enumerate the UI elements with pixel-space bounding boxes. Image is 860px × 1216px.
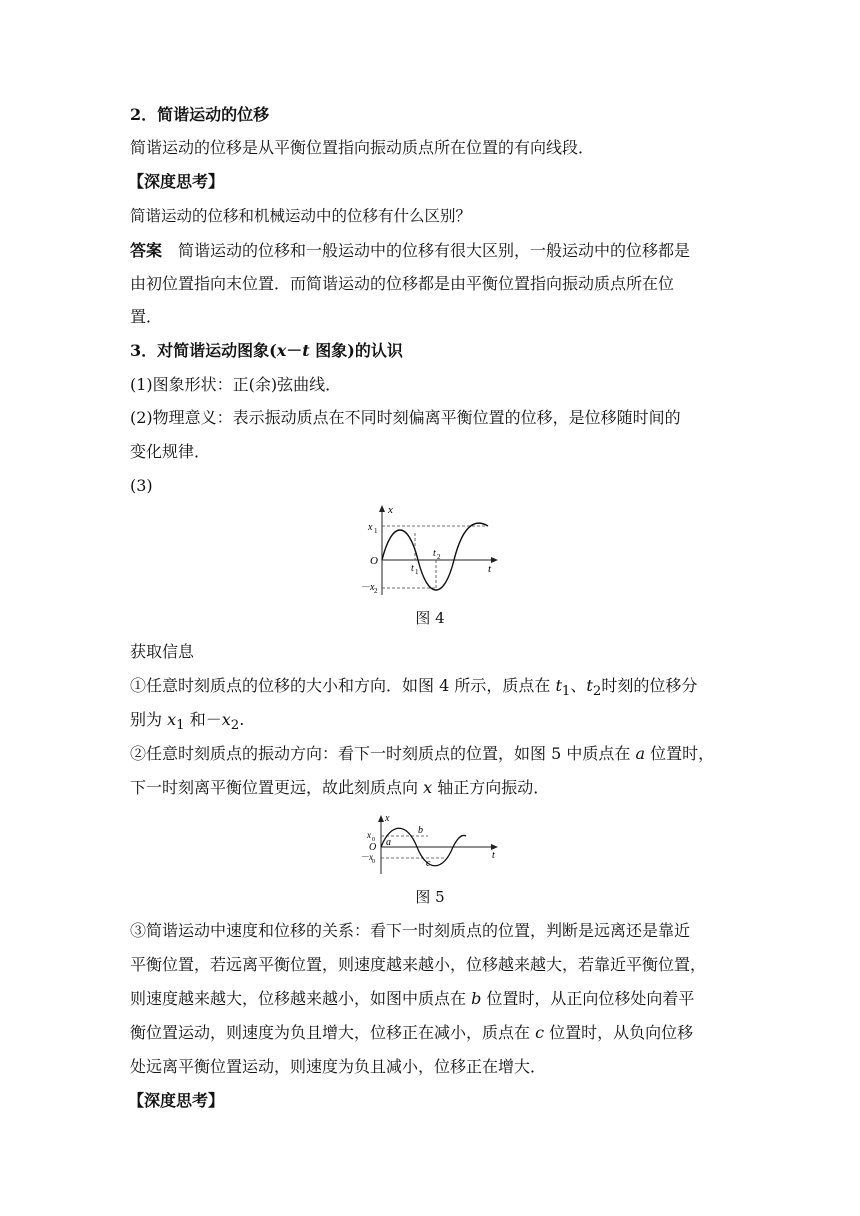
answer-label: 答案 bbox=[130, 241, 163, 260]
fig5-label-x-axis: x bbox=[385, 813, 390, 824]
fig5-label-b: b bbox=[418, 825, 423, 836]
fig4-label-origin: O bbox=[370, 555, 378, 567]
info-p1-text-a: ①任意时刻质点的位移的大小和方向．如图 4 所示，质点在 bbox=[130, 676, 556, 695]
deep-thinking-title-1: 【深度思考】 bbox=[128, 172, 225, 191]
info-p1-text-d: 和－ bbox=[184, 710, 222, 729]
p3-line-3-text-c: 位置时，从正向位移处向着平 bbox=[481, 989, 695, 1008]
fig5-label-t-axis: t bbox=[492, 850, 495, 861]
info-p1-x2-sub: 2 bbox=[230, 718, 240, 734]
info-p1-sep: 、 bbox=[570, 676, 587, 695]
answer-line-1 bbox=[130, 240, 730, 262]
fig4-label-x-axis: x bbox=[388, 504, 393, 516]
info-p1-text-e: . bbox=[239, 710, 245, 729]
p3-line-5: 处远离平衡位置运动，则速度为负且减小，位移正在增大． bbox=[130, 1057, 547, 1076]
info-p1-line-1 bbox=[130, 675, 730, 703]
info-p2-text-d: 轴正方向振动． bbox=[432, 778, 550, 797]
item-3: (3) bbox=[130, 476, 153, 495]
item-2-line-2: 变化规律． bbox=[130, 442, 211, 461]
section-3-heading-x: x bbox=[276, 341, 287, 360]
fig4-y-axis-arrow bbox=[379, 505, 385, 512]
section-3-heading-suffix: 图象)的认识 bbox=[309, 341, 403, 360]
fig4-label-t-axis: t bbox=[488, 563, 492, 575]
info-p1-t2-sub: 2 bbox=[592, 684, 602, 700]
fig4-label-t1-sub: 1 bbox=[415, 568, 419, 576]
p3-line-4-text-c: 位置时，从负向位移 bbox=[544, 1023, 694, 1042]
info-p2-x: x bbox=[423, 778, 433, 797]
p3-line-2: 平衡位置，若远离平衡位置，则速度越来越小，位移越来越大，若靠近平衡位置， bbox=[130, 955, 707, 974]
info-p1-line-2 bbox=[130, 709, 730, 737]
info-p1-x2: x bbox=[221, 710, 231, 729]
info-p2-text-c: 下一时刻离平衡位置更远，故此刻质点向 bbox=[130, 778, 424, 797]
item-2-line-1: (2)物理意义：表示振动质点在不同时刻偏离平衡位置的位移，是位移随时间的 bbox=[130, 408, 681, 427]
item-1: (1)图象形状：正(余)弦曲线． bbox=[130, 375, 342, 394]
section-2-definition: 简谐运动的位移是从平衡位置指向振动质点所在位置的有向线段． bbox=[130, 138, 595, 157]
fig4-label-x1-sub: 1 bbox=[374, 527, 378, 535]
info-p1-t2: t bbox=[586, 676, 593, 695]
fig5-label-a: a bbox=[386, 837, 391, 848]
figure-5-graph bbox=[358, 812, 508, 878]
answer-line-3: 置． bbox=[130, 307, 163, 326]
answer-text-1: 简谐运动的位移和一般运动中的位移有很大区别，一般运动中的位移都是 bbox=[178, 241, 691, 260]
info-p2-a: a bbox=[635, 744, 645, 763]
info-p1-t1-sub: 1 bbox=[561, 684, 571, 700]
p3-line-3-b: b bbox=[471, 989, 482, 1008]
fig4-x-axis-arrow bbox=[491, 557, 498, 563]
figure-4-graph bbox=[360, 500, 510, 600]
p3-line-4-c: c bbox=[535, 1023, 545, 1042]
fig4-label-neg-x2-sub: 2 bbox=[374, 587, 378, 595]
fig5-label-x0-sub: 0 bbox=[372, 837, 375, 843]
fig4-label-t1: t bbox=[411, 563, 414, 574]
section-3-heading bbox=[130, 340, 730, 362]
info-p1-t1: t bbox=[555, 676, 562, 695]
deep-thinking-question: 简谐运动的位移和机械运动中的位移有什么区别？ bbox=[130, 207, 472, 225]
section-3-heading-t: t bbox=[302, 341, 310, 360]
p3-line-3-text-a: 则速度越来越大，位移越来越小，如图中质点在 bbox=[130, 989, 472, 1008]
section-3-heading-minus: － bbox=[286, 341, 303, 360]
fig4-label-neg-x2: －x bbox=[360, 582, 375, 593]
p3-line-3 bbox=[130, 988, 730, 1010]
info-p2-line-2 bbox=[130, 777, 730, 799]
info-p1-x1-sub: 1 bbox=[176, 718, 185, 734]
fig5-label-neg-x0: －x bbox=[360, 852, 373, 862]
figure-4-caption: 图 4 bbox=[415, 609, 445, 627]
info-p2-text-b: 位置时， bbox=[645, 744, 715, 763]
fig4-label-x1: x bbox=[368, 522, 373, 533]
p3-line-1: ③简谐运动中速度和位移的关系：看下一时刻质点的位置，判断是远离还是靠近 bbox=[130, 921, 691, 940]
p3-line-4 bbox=[130, 1022, 730, 1044]
answer-line-2: 由初位置指向末位置．而简谐运动的位移都是由平衡位置指向振动质点所在位 bbox=[130, 274, 675, 293]
fig5-label-neg-x0-sub: 0 bbox=[372, 859, 375, 865]
fig5-label-c: c bbox=[426, 858, 431, 869]
fig4-label-t2-sub: 2 bbox=[437, 553, 441, 561]
info-title: 获取信息 bbox=[130, 642, 195, 661]
section-3-heading-prefix: 3．对简谐运动图象( bbox=[130, 341, 277, 360]
fig5-y-axis-arrow bbox=[378, 815, 384, 822]
fig4-label-t2: t bbox=[433, 548, 436, 559]
info-p2-text-a: ②任意时刻质点的振动方向：看下一时刻质点的位置，如图 5 中质点在 bbox=[130, 744, 636, 763]
info-p1-x1: x bbox=[167, 710, 177, 729]
figure-5-caption: 图 5 bbox=[415, 888, 445, 906]
p3-line-4-text-a: 衡位置运动，则速度为负且增大，位移正在减小，质点在 bbox=[130, 1023, 536, 1042]
deep-thinking-title-2: 【深度思考】 bbox=[128, 1091, 225, 1110]
fig5-label-x0: x bbox=[367, 830, 371, 840]
info-p1-text-b: 时刻的位移分 bbox=[601, 676, 698, 695]
fig5-label-origin: O bbox=[369, 842, 377, 853]
info-p2-line-1 bbox=[130, 743, 730, 765]
section-2-heading: 2．简谐运动的位移 bbox=[130, 105, 270, 124]
info-p1-text-c: 别为 bbox=[130, 710, 168, 729]
